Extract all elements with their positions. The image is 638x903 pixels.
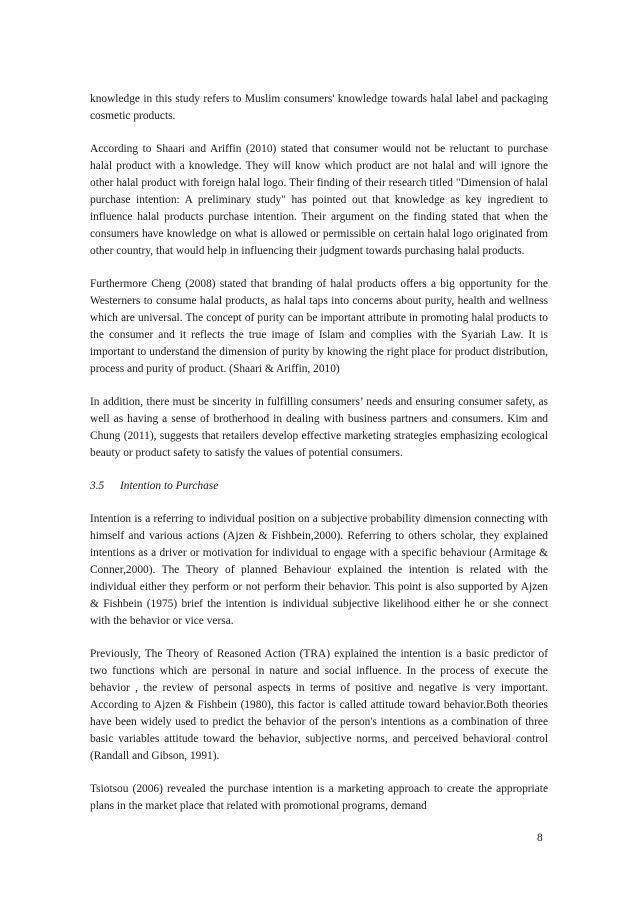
paragraph-2: According to Shaari and Ariffin (2010) stated that consumer would not be reluctant to purchase halal product with a knowledge. They will know which product are not halal and will ignore the other halal product with foreign halal logo. Their finding of their research titled "Dimension of halal purchase intention: A preliminary study" has pointed out that knowledge as key ingredient to influence halal products purchase intention. Their argument on the finding stated that when the consumers have knowledge on what is allowed or permissible on certain halal logo originated from other country, that would help in influencing their judgment towards purchasing halal products. xyxy=(90,143,548,257)
body-text xyxy=(90,91,548,831)
section-heading xyxy=(90,478,548,495)
paragraph-4: In addition, there must be sincerity in fulfilling consumers’ needs and ensuring consumer safety, as well as having a sense of brotherhood in dealing with business partners and consumers. Kim and Chung (2011), suggests that retailers develop effective marketing strategies emphasizing ecological beauty or product safety to satisfy the values of potential consumers. xyxy=(90,396,548,459)
paragraph-5: Intention is a referring to individual position on a subjective probability dimension connecting with himself and various actions (Ajzen & Fishbein,2000). Referring to others scholar, they explained intentions as a driver or motivation for individual to engage with a specific behaviour (Armitage & Conner,2000). The Theory of planned Behaviour explained the intention is related with the individual either they perform or not perform their behavior. This point is also supported by Ajzen & Fishbein (1975) brief the intention is individual subjective likelihood either he or she connect with the behavior or vice versa. xyxy=(90,513,548,627)
paragraph-7: Tsiotsou (2006) revealed the purchase intention is a marketing approach to create the appropriate plans in the market place that related with promotional programs, demand xyxy=(90,783,548,812)
paragraph-3: Furthermore Cheng (2008) stated that branding of halal products offers a big opportunity for the Westerners to consume halal products, as halal taps into concerns about purity, health and wellness which are universal. The concept of purity can be important attribute in promoting halal products to the consumer and it reflects the true image of Islam and complies with the Syariah Law. It is important to understand the dimension of purity by knowing the right place for product distribution, process and purity of product. (Shaari & Ariffin, 2010) xyxy=(90,278,548,375)
section-number: 3.5 xyxy=(90,480,105,492)
paragraph-1: knowledge in this study refers to Muslim consumers' knowledge towards halal label and packaging cosmetic products. xyxy=(90,93,548,122)
page-number: 8 xyxy=(537,832,543,844)
section-title: Intention to Purchase xyxy=(120,480,219,492)
paragraph-6: Previously, The Theory of Reasoned Action (TRA) explained the intention is a basic predictor of two functions which are personal in nature and social influence. In the process of execute the behavior , the review of personal aspects in terms of positive and negative is very important. According to Ajzen & Fishbein (1980), this factor is called attitude toward behavior.Both theories have been widely used to predict the behavior of the person's intentions as a combination of three basic variables attitude toward the behavior, subjective norms, and perceived behavioral control (Randall and Gibson, 1991). xyxy=(90,648,548,762)
